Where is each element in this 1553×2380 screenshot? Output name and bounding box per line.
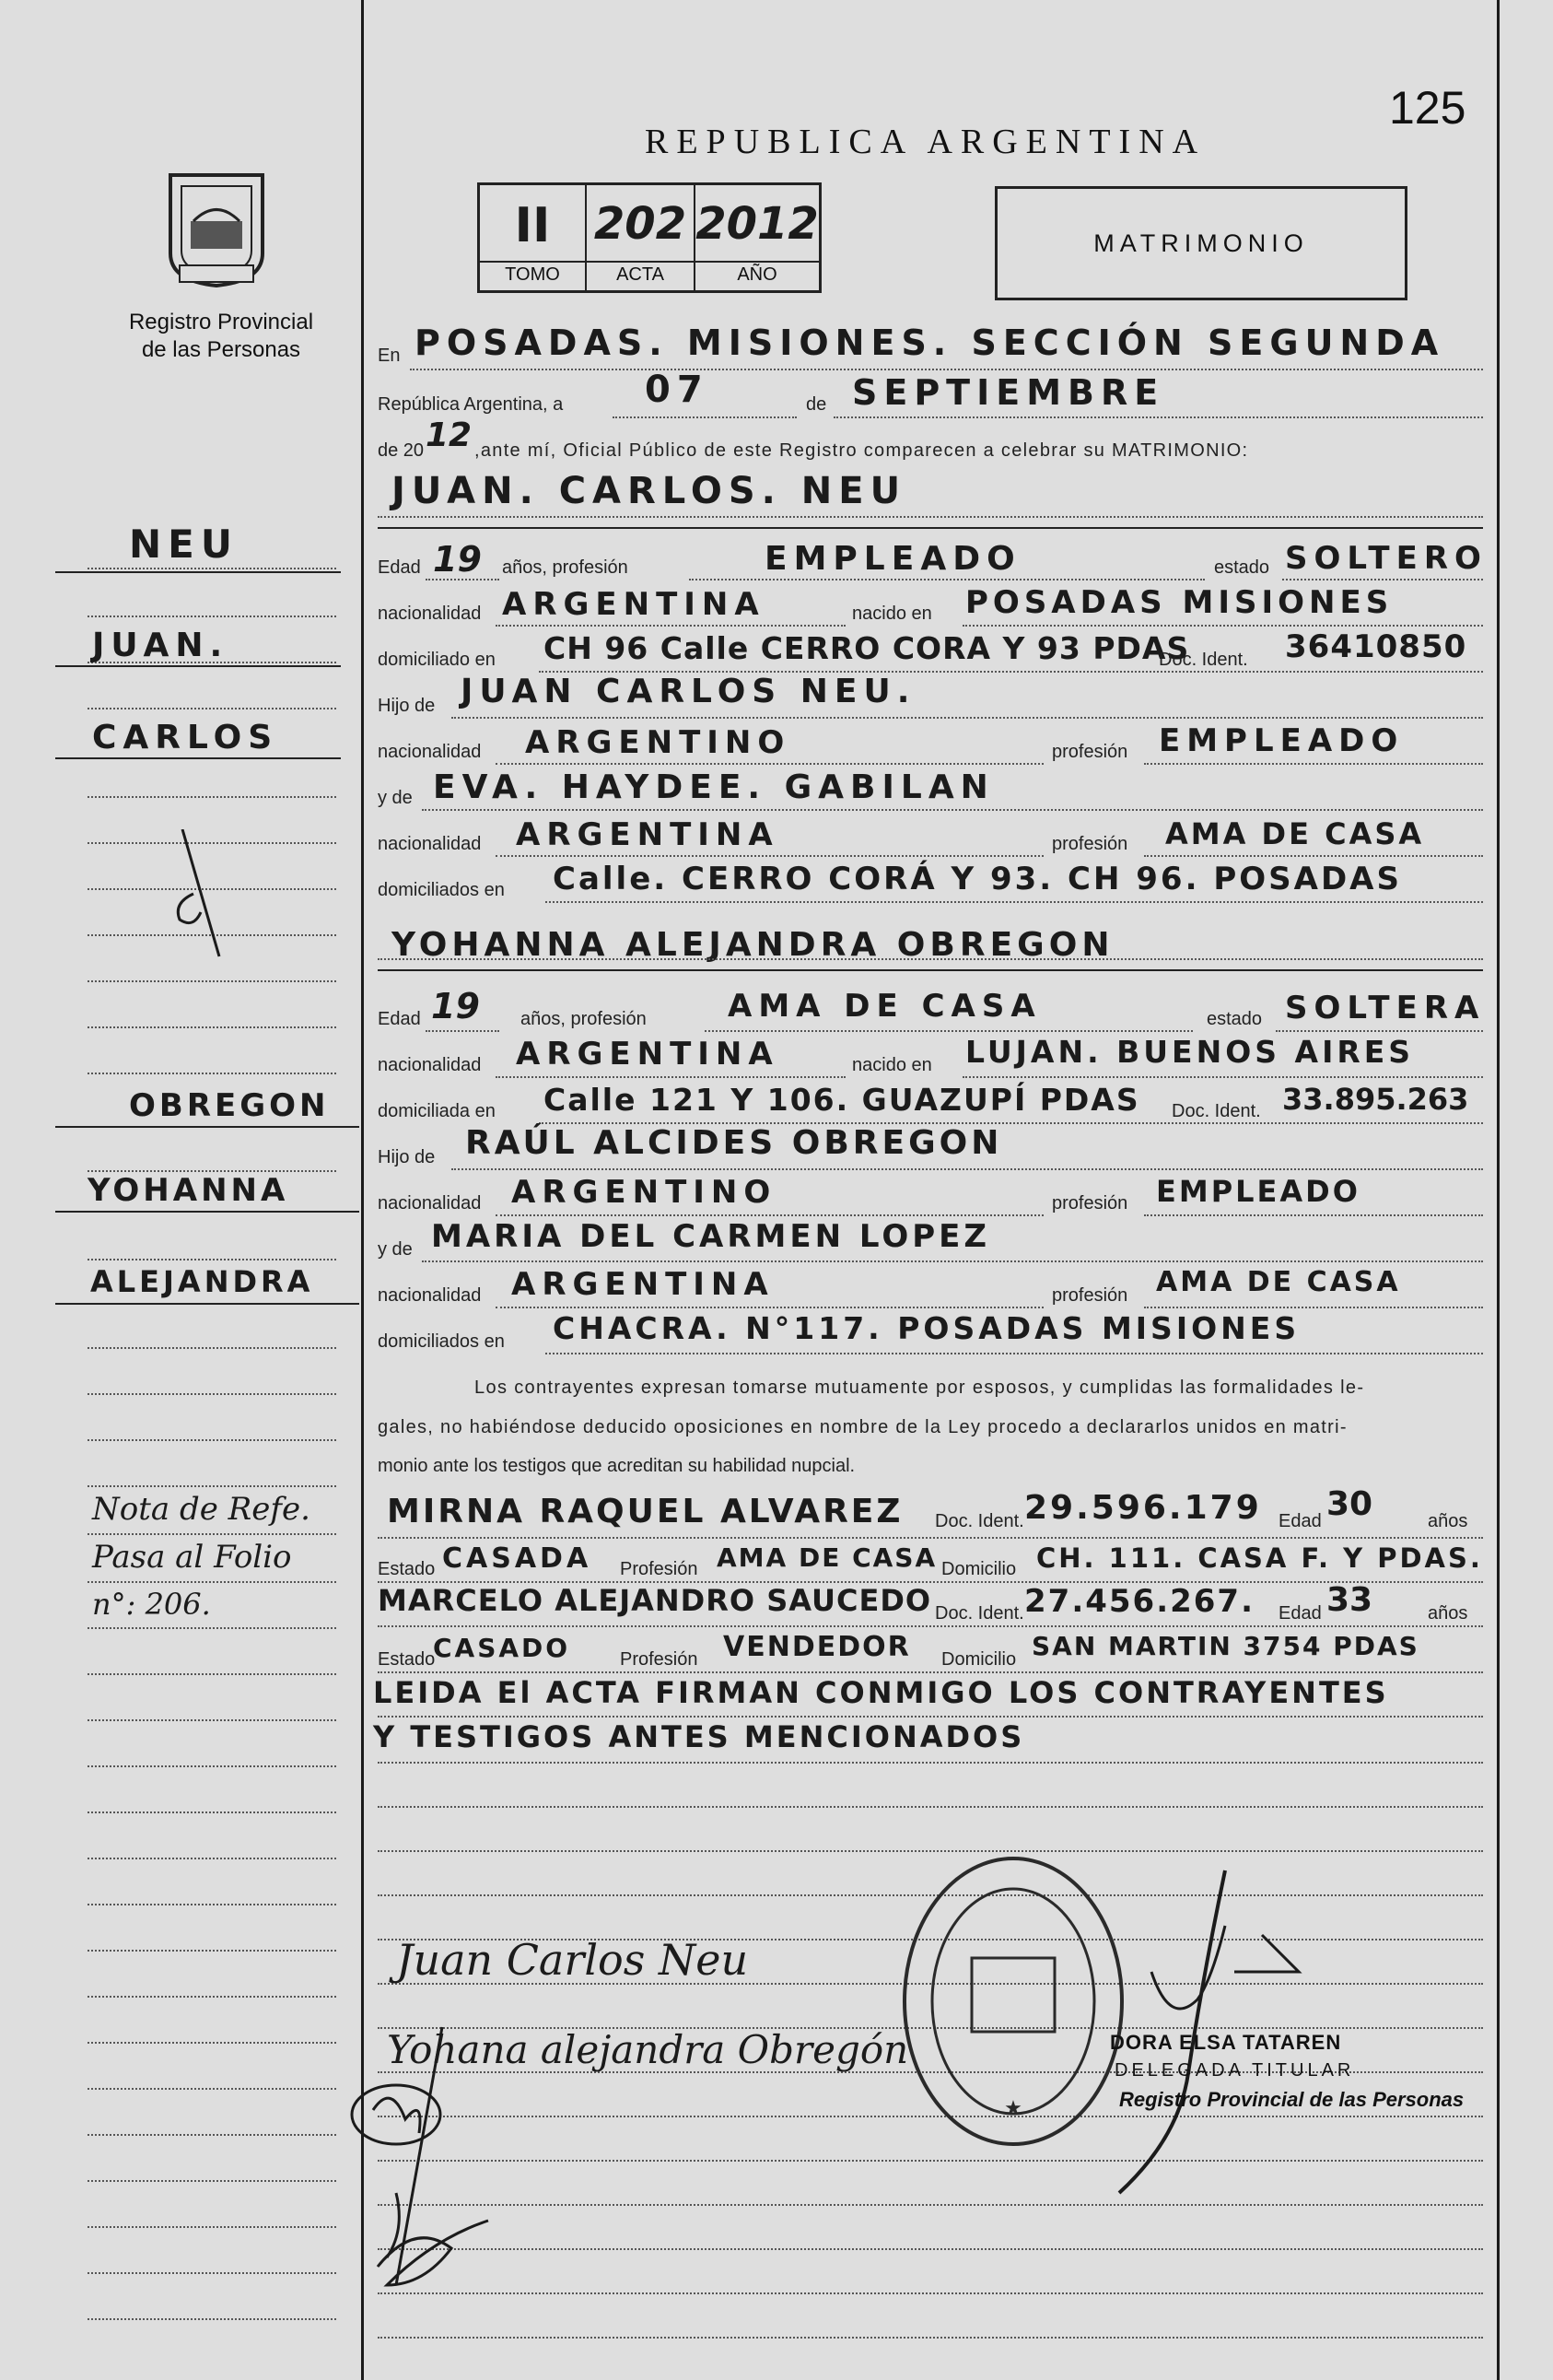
anio-value: 2012: [695, 198, 819, 250]
groom-dom-label: domiciliado en: [378, 650, 496, 670]
bride-edad-label: Edad: [378, 1009, 421, 1029]
witness1-edad: 30: [1326, 1485, 1373, 1523]
closing-line1: LEIDA El ACTA FIRMAN CONMIGO LOS CONTRAYENTES: [373, 1675, 1389, 1710]
groom-father-prof-label: profesión: [1052, 742, 1128, 762]
bride-domicilio: Calle 121 Y 106. GUAZUPÍ PDAS: [543, 1082, 1140, 1118]
witness2-estado: CASADO: [433, 1633, 571, 1663]
anio-label: AÑO: [737, 264, 777, 285]
groom-edad-label: Edad: [378, 557, 421, 578]
tomo-value: II: [514, 198, 551, 253]
witness2-doc-label: Doc. Ident.: [935, 1603, 1024, 1624]
bride-mother-prof: AMA DE CASA: [1156, 1266, 1401, 1298]
bride-father-nac: ARGENTINO: [511, 1174, 777, 1211]
groom-mother-prof-label: profesión: [1052, 834, 1128, 854]
witness1-anos-label: años: [1428, 1511, 1468, 1531]
act-type-box: [995, 186, 1407, 300]
groom-parents-dom: Calle. CERRO CORÁ Y 93. CH 96. POSADAS: [553, 861, 1402, 897]
official-name: DORA ELSA TATAREN: [1110, 2031, 1342, 2054]
witness1-doc-label: Doc. Ident.: [935, 1511, 1024, 1531]
groom-yde-label: y de: [378, 788, 413, 808]
witness1-prof-label: Profesión: [620, 1559, 698, 1579]
witness1-doc: 29.596.179: [1024, 1489, 1262, 1527]
bride-father: RAÚL ALCIDES OBREGON: [465, 1124, 1003, 1162]
bride-mother-prof-label: profesión: [1052, 1285, 1128, 1306]
witness1-domicilio: CH. 111. CASA F. Y PDAS.: [1036, 1542, 1483, 1574]
page-number: 125: [1389, 82, 1466, 134]
month: SEPTIEMBRE: [852, 372, 1165, 413]
acta-value: 202: [593, 198, 687, 250]
witness-signatures-icon: [341, 2009, 543, 2304]
place: POSADAS. MISIONES. SECCIÓN SEGUNDA: [415, 322, 1445, 363]
bride-parents-dom: CHACRA. N°117. POSADAS MISIONES: [553, 1310, 1301, 1346]
witness1-name: MIRNA RAQUEL ALVAREZ: [387, 1493, 904, 1530]
witness1-edad-label: Edad: [1279, 1511, 1322, 1531]
province-seal-icon: [161, 166, 272, 290]
bride-estado-label: estado: [1207, 1009, 1263, 1029]
closing-line2: Y TESTIGOS ANTES MENCIONADOS: [373, 1719, 1025, 1754]
svg-text:★: ★: [1004, 2097, 1022, 2120]
declaration-line2: gales, no habiéndose deducido oposiciones en nombre de la Ley procedo a declararlos unidos en matri-: [378, 1417, 1348, 1437]
bride-profesion: AMA DE CASA: [728, 988, 1042, 1025]
groom-nac-label: nacionalidad: [378, 604, 482, 624]
groom-estado: SOLTERO: [1285, 540, 1488, 577]
margin-note-line2: Pasa al Folio: [92, 1539, 292, 1576]
official-title: DELEGADA TITULAR: [1115, 2060, 1355, 2081]
bride-full-name: YOHANNA ALEJANDRA OBREGON: [391, 926, 1115, 964]
groom-nacionalidad: ARGENTINA: [502, 586, 765, 623]
groom-full-name: JUAN. CARLOS. NEU: [391, 470, 907, 512]
witness2-edad-label: Edad: [1279, 1603, 1322, 1624]
bride-mother: MARIA DEL CARMEN LOPEZ: [431, 1218, 991, 1255]
acta-label: ACTA: [616, 264, 664, 285]
tomo-label: TOMO: [505, 264, 560, 285]
bride-mother-nac-label: nacionalidad: [378, 1285, 482, 1306]
groom-nacido: POSADAS MISIONES: [965, 584, 1394, 621]
declaration-line3: monio ante los testigos que acreditan su habilidad nupcial.: [378, 1456, 856, 1476]
groom-father: JUAN CARLOS NEU.: [461, 673, 917, 710]
act-type: MATRIMONIO: [1093, 229, 1309, 257]
bride-nacionalidad: ARGENTINA: [516, 1036, 779, 1073]
witness1-profesion: AMA DE CASA: [717, 1542, 938, 1573]
right-rule: [1497, 0, 1500, 2380]
witness1-estado-label: Estado: [378, 1559, 436, 1579]
witness2-anos-label: años: [1428, 1603, 1468, 1624]
margin-bride-name2: ALEJANDRA: [90, 1264, 314, 1299]
witness2-dom-label: Domicilio: [941, 1649, 1017, 1670]
groom-mother-nac: ARGENTINA: [516, 816, 779, 853]
groom-father-prof: EMPLEADO: [1159, 722, 1405, 759]
bride-yde-label: y de: [378, 1239, 413, 1260]
bride-dom-label: domiciliada en: [378, 1101, 496, 1121]
year: 12: [426, 416, 473, 454]
bride-mother-nac: ARGENTINA: [511, 1266, 775, 1303]
bride-father-prof: EMPLEADO: [1156, 1174, 1360, 1209]
margin-groom-surname: NEU: [129, 522, 239, 567]
margin-note-line3: n°: 206.: [92, 1587, 211, 1622]
bride-signature: Yohana alejandra Obregón: [387, 2027, 909, 2072]
groom-mother: EVA. HAYDEE. GABILAN: [433, 768, 995, 806]
intro-phrase: ,ante mí, Oficial Público de este Registro comparecen a celebrar su MATRIMONIO:: [474, 440, 1249, 461]
day: 07: [645, 369, 709, 411]
groom-profesion: EMPLEADO: [765, 540, 1022, 578]
witness2-profesion: VENDEDOR: [723, 1631, 911, 1663]
groom-signature: Juan Carlos Neu: [396, 1935, 749, 1985]
witness1-dom-label: Domicilio: [941, 1559, 1017, 1579]
witness2-domicilio: SAN MARTIN 3754 PDAS: [1032, 1631, 1419, 1661]
republica-label: República Argentina, a: [378, 394, 564, 415]
bride-estado: SOLTERA: [1285, 990, 1486, 1026]
groom-edad: 19: [433, 539, 482, 580]
country-title: REPUBLICA ARGENTINA: [645, 123, 1207, 161]
bride-doc: 33.895.263: [1282, 1082, 1469, 1117]
bride-edad: 19: [431, 986, 480, 1026]
separator-mark: [157, 829, 230, 958]
declaration-line1: Los contrayentes expresan tomarse mutuamente por esposos, y cumplidas las formalidades le-: [474, 1378, 1365, 1398]
margin-groom-name2: CARLOS: [92, 719, 279, 756]
year-label: de 20: [378, 440, 425, 461]
margin-note-line1: Nota de Refe.: [92, 1491, 310, 1528]
groom-hijo-label: Hijo de: [378, 696, 436, 716]
en-label: En: [378, 346, 401, 366]
bride-anos-label: años, profesión: [520, 1009, 647, 1029]
witness2-edad: 33: [1326, 1581, 1373, 1619]
groom-anos-label: años, profesión: [502, 557, 628, 578]
groom-nacido-label: nacido en: [852, 604, 932, 624]
groom-doc: 36410850: [1285, 628, 1467, 665]
groom-father-nac: ARGENTINO: [525, 724, 791, 761]
groom-mother-prof: AMA DE CASA: [1165, 816, 1425, 851]
bride-nac-label: nacionalidad: [378, 1055, 482, 1075]
bride-nacido-label: nacido en: [852, 1055, 932, 1075]
witness2-prof-label: Profesión: [620, 1649, 698, 1670]
witness1-estado: CASADA: [442, 1542, 592, 1575]
groom-doc-label: Doc. Ident.: [1159, 650, 1248, 670]
bride-hijo-label: Hijo de: [378, 1147, 436, 1167]
volume-box: [477, 182, 822, 293]
groom-father-nac-label: nacionalidad: [378, 742, 482, 762]
groom-estado-label: estado: [1214, 557, 1270, 578]
groom-domicilio: CH 96 Calle CERRO CORA Y 93 PDAS: [543, 630, 1190, 666]
witness2-doc: 27.456.267.: [1024, 1583, 1255, 1620]
margin-bride-name1: YOHANNA: [88, 1172, 289, 1209]
official-registry: Registro Provincial de las Personas: [1119, 2088, 1465, 2111]
bride-father-nac-label: nacionalidad: [378, 1193, 482, 1213]
groom-mother-nac-label: nacionalidad: [378, 834, 482, 854]
bride-doc-label: Doc. Ident.: [1172, 1101, 1261, 1121]
registry-name: Registro Provincial de las Personas: [128, 310, 314, 362]
witness2-estado-label: Estado: [378, 1649, 436, 1670]
groom-parents-dom-label: domiciliados en: [378, 880, 505, 900]
witness2-name: MARCELO ALEJANDRO SAUCEDO: [378, 1583, 932, 1618]
margin-bride-surname: OBREGON: [129, 1087, 330, 1124]
margin-groom-name1: JUAN.: [92, 627, 229, 664]
bride-father-prof-label: profesión: [1052, 1193, 1128, 1213]
de-label: de: [806, 394, 827, 415]
bride-nacido: LUJAN. BUENOS AIRES: [965, 1034, 1415, 1070]
bride-parents-dom-label: domiciliados en: [378, 1331, 505, 1352]
